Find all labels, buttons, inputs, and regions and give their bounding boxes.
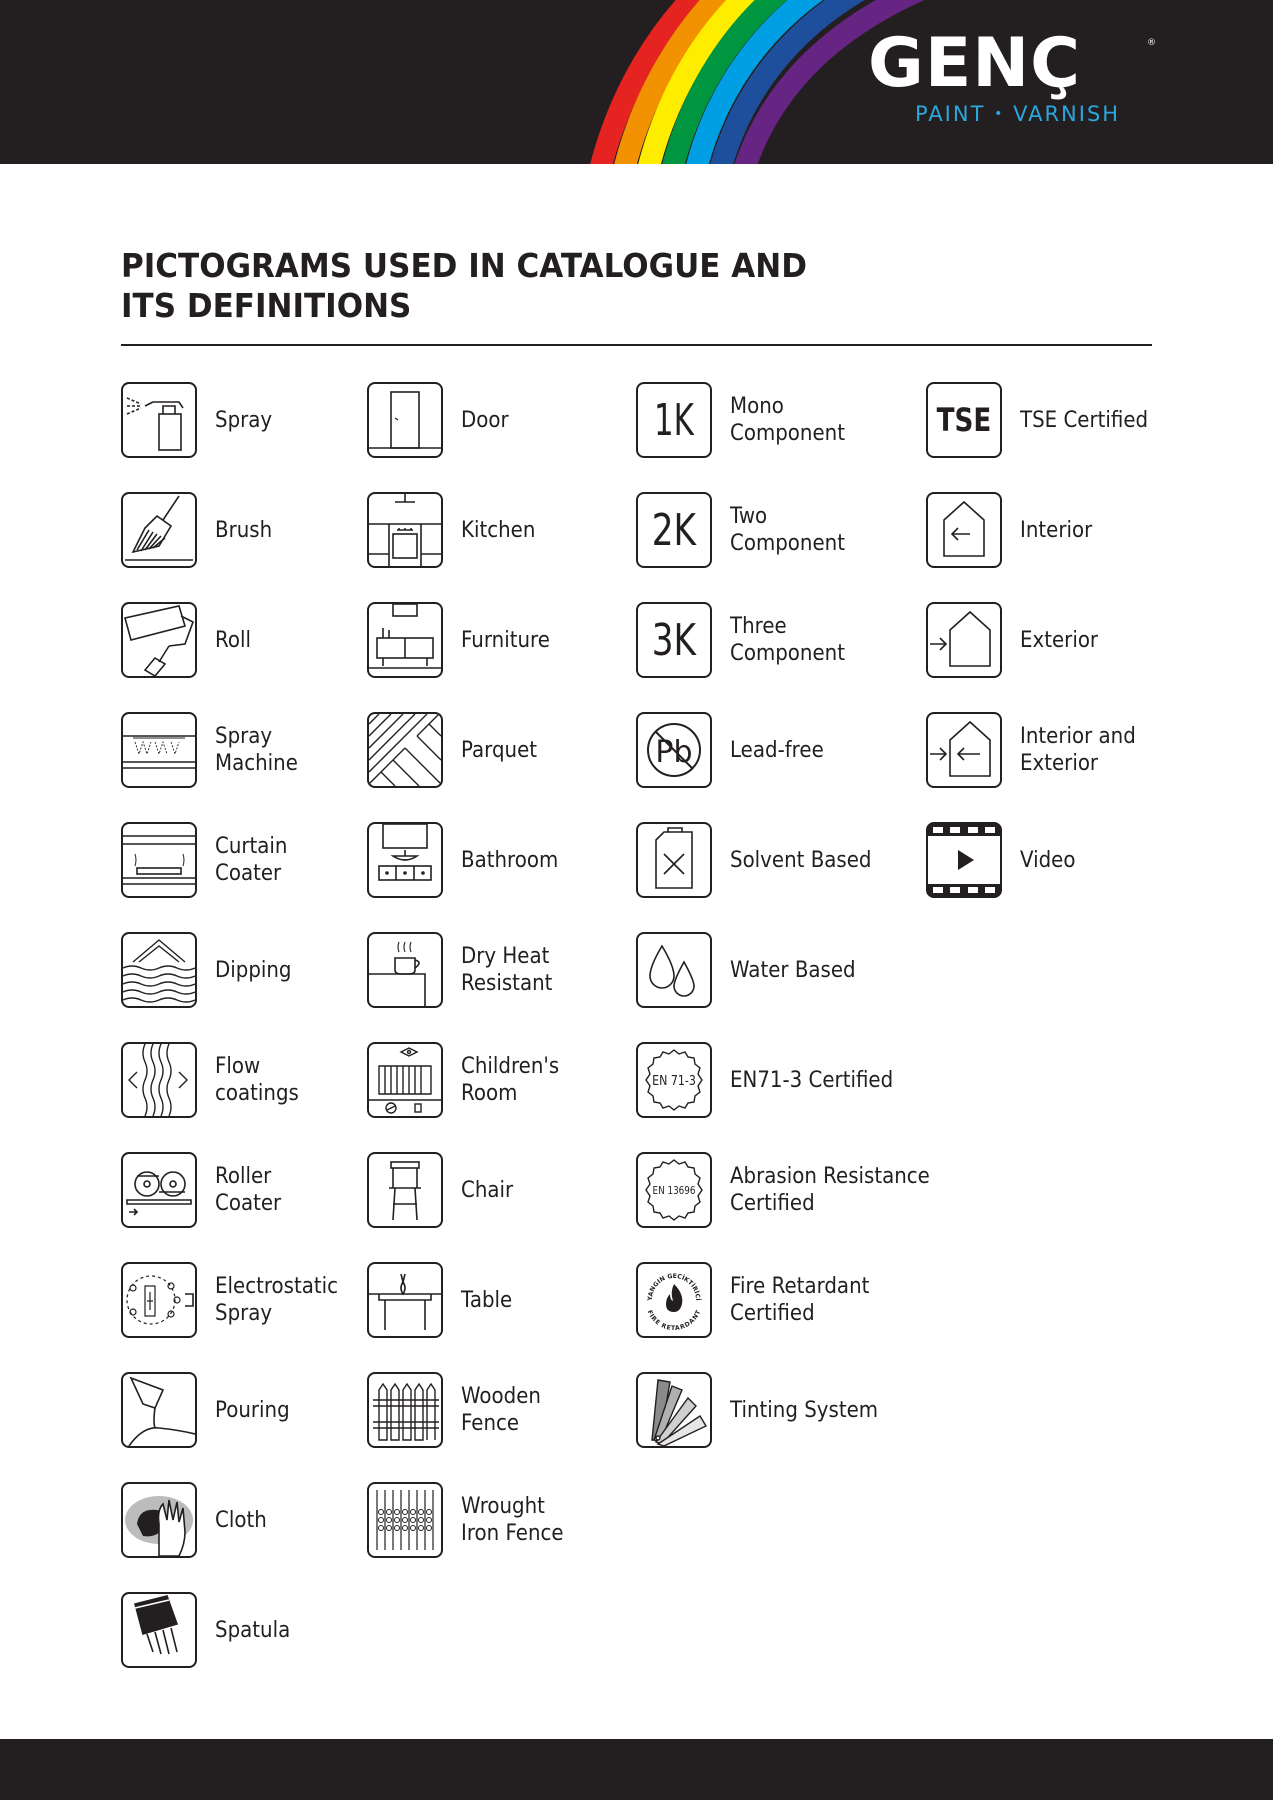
pictogram-label: Interior and Exterior — [1020, 724, 1136, 776]
water-based-icon — [636, 932, 712, 1008]
pictogram-label: Three Component — [730, 614, 845, 666]
curtain-coater-icon — [121, 822, 197, 898]
furniture-icon — [367, 602, 443, 678]
bathroom-icon — [367, 822, 443, 898]
spatula-icon — [121, 1592, 197, 1668]
pictogram-label: Table — [461, 1287, 513, 1313]
pictogram-item — [636, 382, 926, 458]
dry-heat-icon — [367, 932, 443, 1008]
roller-coater-icon — [121, 1152, 197, 1228]
pictogram-item — [367, 1262, 657, 1338]
pictogram-item — [926, 822, 1216, 898]
title-divider — [121, 344, 1152, 346]
rainbow-graphic — [0, 0, 1273, 164]
pictogram-item — [367, 602, 657, 678]
footer-band — [0, 1739, 1273, 1800]
lead-glyph: Pb — [655, 735, 693, 770]
tagline-dot: • — [994, 106, 1005, 122]
pictogram-item — [636, 602, 926, 678]
pictogram-label: Parquet — [461, 737, 538, 763]
interior-icon — [926, 492, 1002, 568]
page-title — [121, 246, 967, 326]
pictogram-label: Chair — [461, 1177, 514, 1203]
tse-glyph: TSE — [936, 401, 992, 439]
pictogram-item — [926, 492, 1216, 568]
pictogram-label: Children's Room — [461, 1054, 560, 1106]
pictogram-item — [121, 1592, 411, 1668]
pictogram-label: Kitchen — [461, 517, 536, 543]
one-k-icon — [636, 382, 712, 458]
pictogram-label: Wooden Fence — [461, 1384, 541, 1436]
pictogram-item — [367, 1042, 657, 1118]
pictogram-item — [636, 932, 926, 1008]
pictogram-label: Water Based — [730, 957, 856, 983]
pictogram-label: Wrought Iron Fence — [461, 1494, 564, 1546]
pictogram-label: Solvent Based — [730, 847, 872, 873]
pictogram-label: Tinting System — [730, 1397, 879, 1423]
kitchen-icon — [367, 492, 443, 568]
pictogram-label: Dipping — [215, 957, 292, 983]
three-k-glyph: 3K — [651, 614, 697, 667]
spray-icon — [121, 382, 197, 458]
pictogram-item — [926, 382, 1216, 458]
lead-free-icon — [636, 712, 712, 788]
pictogram-item — [367, 932, 657, 1008]
pictogram-label: Curtain Coater — [215, 834, 288, 886]
pictogram-item — [926, 712, 1216, 788]
pictogram-label: Spray Machine — [215, 724, 298, 776]
pictogram-label: Electrostatic Spray — [215, 1274, 339, 1326]
pictogram-item — [367, 1482, 657, 1558]
solvent-based-icon — [636, 822, 712, 898]
header-band — [0, 0, 1273, 164]
page-title-line2: ITS DEFINITIONS — [121, 286, 412, 325]
pouring-icon — [121, 1372, 197, 1448]
dipping-icon — [121, 932, 197, 1008]
tse-icon — [926, 382, 1002, 458]
pictogram-label: Spray — [215, 407, 273, 433]
pictogram-label: Furniture — [461, 627, 550, 653]
registered-mark: ® — [1147, 38, 1156, 48]
two-k-icon — [636, 492, 712, 568]
svg-text:FIRE RETARDANT — [646, 1309, 703, 1333]
electrostatic-spray-icon — [121, 1262, 197, 1338]
pictogram-label: Mono Component — [730, 394, 845, 446]
door-icon — [367, 382, 443, 458]
pictogram-label: Bathroom — [461, 847, 559, 873]
fire-retardant-icon — [636, 1262, 712, 1338]
en71-glyph: EN 71-3 — [652, 1073, 696, 1089]
fire-retardant-arc-top: YANGIN GECİKTİRİCİ — [646, 1272, 702, 1301]
pictogram-item — [636, 1042, 926, 1118]
pictogram-label: Dry Heat Resistant — [461, 944, 553, 996]
pictogram-label: Fire Retardant Certified — [730, 1274, 870, 1326]
pictogram-label: Lead-free — [730, 737, 824, 763]
pictogram-label: Cloth — [215, 1507, 267, 1533]
pictogram-label: Door — [461, 407, 509, 433]
three-k-icon — [636, 602, 712, 678]
roll-icon — [121, 602, 197, 678]
tinting-system-icon — [636, 1372, 712, 1448]
brand-tagline — [915, 104, 1120, 125]
brand-logo: GENÇ — [868, 24, 1082, 103]
en71-icon — [636, 1042, 712, 1118]
en13696-glyph: EN 13696 — [652, 1185, 696, 1198]
chair-icon — [367, 1152, 443, 1228]
pictogram-label: Pouring — [215, 1397, 290, 1423]
pictogram-label: EN71-3 Certified — [730, 1067, 894, 1093]
pictogram-item — [636, 822, 926, 898]
pictogram-item — [367, 492, 657, 568]
pictogram-item — [636, 1262, 926, 1338]
interior-exterior-icon — [926, 712, 1002, 788]
fire-retardant-arc-bottom: FIRE RETARDANT — [645, 1309, 703, 1333]
pictogram-item — [367, 382, 657, 458]
pictogram-item — [926, 602, 1216, 678]
pictogram-item — [636, 1372, 926, 1448]
pictogram-label: Flow coatings — [215, 1054, 299, 1106]
childrens-room-icon — [367, 1042, 443, 1118]
tagline-varnish: VARNISH — [1013, 102, 1121, 126]
two-k-glyph: 2K — [651, 504, 697, 557]
pictogram-item — [636, 712, 926, 788]
table-icon — [367, 1262, 443, 1338]
exterior-icon — [926, 602, 1002, 678]
pictogram-item — [636, 492, 926, 568]
pictogram-label: Exterior — [1020, 627, 1099, 653]
wooden-fence-icon — [367, 1372, 443, 1448]
pictogram-label: Roller Coater — [215, 1164, 282, 1216]
one-k-glyph: 1K — [653, 394, 694, 447]
tagline-paint: PAINT — [915, 102, 986, 126]
pictogram-item — [636, 1152, 930, 1228]
pictogram-label: Video — [1020, 847, 1076, 873]
pictogram-label: Roll — [215, 627, 251, 653]
flow-coatings-icon — [121, 1042, 197, 1118]
pictogram-label: Brush — [215, 517, 273, 543]
en13696-icon — [636, 1152, 712, 1228]
pictogram-label: Two Component — [730, 504, 845, 556]
parquet-icon — [367, 712, 443, 788]
pictogram-label: Abrasion Resistance Certified — [730, 1164, 930, 1216]
page-title-line1: PICTOGRAMS USED IN CATALOGUE AND — [121, 246, 808, 285]
wrought-iron-fence-icon — [367, 1482, 443, 1558]
pictogram-item — [367, 822, 657, 898]
brush-icon — [121, 492, 197, 568]
pictogram-label: Interior — [1020, 517, 1093, 543]
pictogram-label: Spatula — [215, 1617, 291, 1643]
pictogram-item — [367, 1152, 657, 1228]
video-icon — [926, 822, 1002, 898]
pictogram-item — [367, 1372, 657, 1448]
pictogram-label: TSE Certified — [1020, 407, 1149, 433]
pictogram-item — [367, 712, 657, 788]
spray-machine-icon — [121, 712, 197, 788]
cloth-icon — [121, 1482, 197, 1558]
